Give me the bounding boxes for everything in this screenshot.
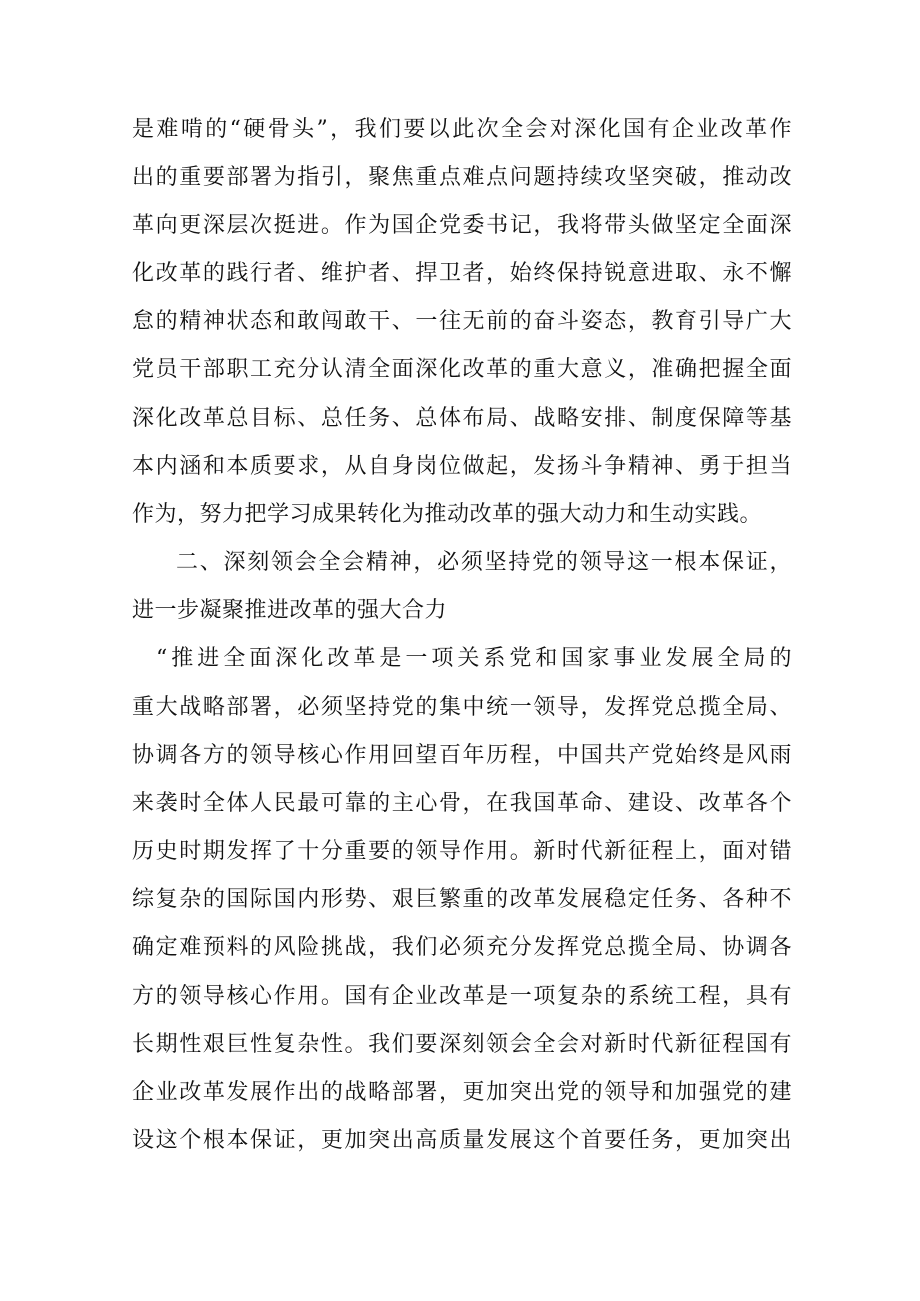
- text-line-21: 企业改革发展作出的战略部署，更加突出党的领导和加强党的建: [132, 1080, 792, 1105]
- text-line-14: 协调各方的领导核心作用回望百年历程，中国共产党始终是风雨: [132, 743, 792, 768]
- text-line-19: 方的领导核心作用。国有企业改革是一项复杂的系统工程，具有: [132, 984, 792, 1009]
- text-line-13: 重大战略部署，必须坚持党的集中统一领导，发挥党总揽全局、: [132, 695, 792, 720]
- text-line-3: 革向更深层次挺进。作为国企党委书记，我将带头做坚定全面深: [132, 213, 792, 238]
- section-heading-line-1: 二、深刻领会全会精神，必须坚持党的领导这一根本保证，: [176, 550, 792, 575]
- section-heading-line-2: 进一步凝聚推进改革的强大合力: [132, 598, 448, 623]
- text-line-22: 设这个根本保证，更加突出高质量发展这个首要任务，更加突出: [132, 1128, 792, 1153]
- text-line-16: 历史时期发挥了十分重要的领导作用。新时代新征程上，面对错: [132, 839, 792, 864]
- text-line-9: 作为，努力把学习成果转化为推动改革的强大动力和生动实践。: [132, 502, 763, 527]
- text-line-18: 确定难预料的风险挑战，我们必须充分发挥党总揽全局、协调各: [132, 935, 792, 960]
- text-line-20: 长期性艰巨性复杂性。我们要深刻领会全会对新时代新征程国有: [132, 1032, 792, 1057]
- text-line-15: 来袭时全体人民最可靠的主心骨，在我国革命、建设、改革各个: [132, 791, 792, 816]
- text-line-8: 本内涵和本质要求，从自身岗位做起，发扬斗争精神、勇于担当: [132, 454, 792, 479]
- text-line-2: 出的重要部署为指引，聚焦重点难点问题持续攻坚突破，推动改: [132, 165, 792, 190]
- text-line-17: 综复杂的国际国内形势、艰巨繁重的改革发展稳定任务、各种不: [132, 887, 792, 912]
- text-line-4: 化改革的践行者、维护者、捍卫者，始终保持锐意进取、永不懈: [132, 261, 792, 286]
- text-line-7: 深化改革总目标、总任务、总体布局、战略安排、制度保障等基: [132, 406, 792, 431]
- text-line-5: 怠的精神状态和敢闯敢干、一往无前的奋斗姿态，教育引导广大: [132, 309, 792, 334]
- quote-line-1: “推进全面深化改革是一项关系党和国家事业发展全局的: [156, 646, 792, 671]
- text-line-1: 是难啃的“硬骨头”，我们要以此次全会对深化国有企业改革作: [132, 117, 792, 142]
- text-line-6: 党员干部职工充分认清全面深化改革的重大意义，准确把握全面: [132, 357, 792, 382]
